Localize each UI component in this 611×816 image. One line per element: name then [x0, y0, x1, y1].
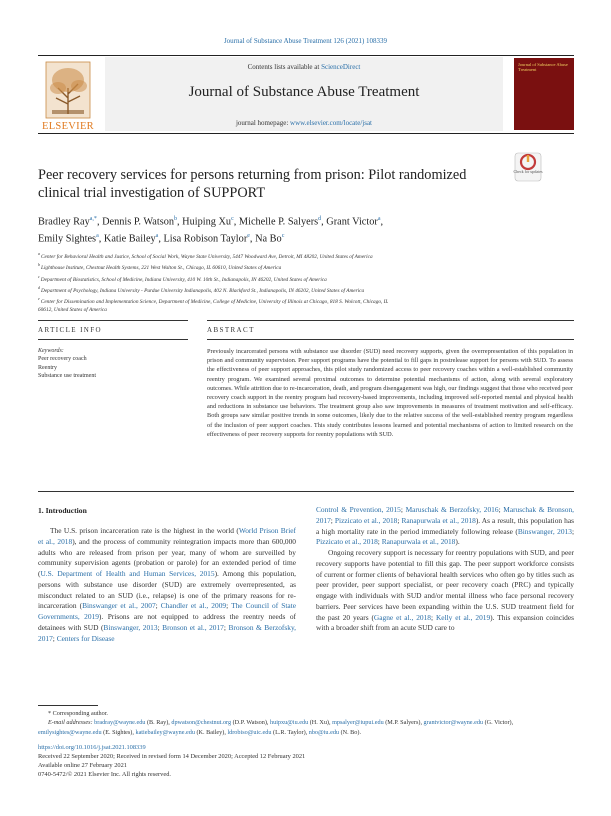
affiliation-text: Center for Behavioral Health and Justice, School of Social Work, Wayne State University, 5447 Woodward Ave, Detroit, MI 48202, United States of America: [41, 253, 373, 260]
email-link[interactable]: huipxu@iu.edu: [270, 719, 309, 727]
article-meta: [38, 743, 574, 779]
keywords-label: Keywords:: [38, 348, 64, 354]
abstract-rule-bottom: [207, 339, 574, 340]
contents-prefix: Contents lists available at: [247, 63, 322, 71]
homepage-line: [105, 119, 503, 127]
article-title: Peer recovery services for persons returning from prison: Pilot randomized clinical trial investigation of SUPPORT: [38, 167, 467, 201]
citation-link[interactable]: Control & Prevention, 2015: [316, 505, 401, 514]
homepage-prefix: journal homepage:: [235, 119, 291, 127]
paragraph-text: ), and the process of community reintegration impacts more than 600,000 adults who are released from prison per year, many of whom are surveilled by community supervision agents (probation or parole) for an extended period of time (: [38, 536, 297, 578]
footnote: [38, 709, 574, 737]
author-separator: ,: [158, 233, 164, 245]
online-date: Available online 27 February 2021: [38, 762, 127, 770]
journal-cover-title: Journal of Substance Abuse Treatment: [518, 62, 568, 72]
sciencedirect-link[interactable]: ScienceDirect: [321, 63, 361, 71]
citation-link[interactable]: Pizzicato et al., 2018: [334, 515, 398, 525]
author-affiliation-mark[interactable]: c: [231, 216, 234, 222]
author-name[interactable]: Na Bo: [255, 233, 282, 245]
paragraph-text: ;: [397, 515, 402, 525]
author-separator: ,: [233, 216, 239, 228]
paragraph-text: ). Prisons are not equipped to address the reentry needs of detainees with SUD (: [38, 612, 297, 632]
intro-paragraph-1: [38, 526, 296, 644]
affiliation-text: Center for Dissemination and Implementation Science, Department of Medicine, College of Medicine, University of Illinois at Chicago, 818 S. Wolcott, Chicago, IL: [40, 298, 389, 305]
author-name[interactable]: Huiping Xu: [182, 216, 232, 228]
email-link[interactable]: emilysightes@wayne.edu: [38, 728, 102, 736]
journal-homepage-link[interactable]: www.elsevier.com/locate/jsat: [290, 119, 372, 127]
author-affiliation-mark[interactable]: a: [96, 233, 99, 240]
journal-reference[interactable]: Journal of Substance Abuse Treatment 126 (2021) 108339: [223, 37, 388, 45]
doi-link[interactable]: https://doi.org/10.1016/j.jsat.2021.108339: [38, 744, 146, 751]
citation-link[interactable]: U.S. Department of Health and Human Services, 2015: [40, 569, 215, 578]
corresponding-author-note: * Corresponding author.: [48, 710, 108, 717]
paragraph-text: Ongoing recovery support is necessary for reentry populations with SUD, and peer recovery supports have potential to fill this gap. The peer support workforce consists of current or former clients of behavioral health services who often go by titles such as peer provider, peer support specialist, or peer recovery coach (PRC) and typically engage with individuals with SUD and/or mental illness who face personal recovery barriers. Peer services have been expanding within the U.S. SUD treatment field for the past 20 years (: [316, 548, 574, 622]
elsevier-wordmark: ELSEVIER: [42, 121, 94, 132]
intro-left-column: [38, 526, 296, 644]
paragraph-text: ).: [455, 537, 460, 547]
author-name[interactable]: Emily Sightes: [38, 233, 97, 245]
author-affiliation-mark[interactable]: b: [174, 216, 178, 222]
affiliation-mark: c: [38, 273, 41, 279]
email-owner: (H. Xu),: [308, 719, 333, 727]
affiliation: [38, 250, 508, 261]
email-owner: (B. Ray),: [145, 719, 172, 727]
affiliation-mark: a: [38, 251, 41, 256]
author-separator: ,: [96, 216, 103, 228]
email-owner: (M.P. Salyers),: [383, 719, 424, 727]
author-name[interactable]: Grant Victor: [326, 216, 378, 228]
intro-paragraph-2: [316, 548, 574, 634]
citation-link[interactable]: Gagne et al., 2018: [373, 612, 432, 622]
affiliation-mark: b: [38, 262, 41, 268]
article-info-rule-top: [38, 320, 188, 321]
author-separator: ,: [321, 216, 327, 228]
article-info-heading: ARTICLE INFO: [38, 326, 103, 334]
affiliation-text: Lighthouse Institute, Chestnut Health Systems, 221 West Walton St., Chicago, IL 60610, United States of America: [41, 265, 282, 272]
author-name[interactable]: Bradley Ray: [38, 216, 90, 228]
paragraph-text: ). This expansion coincides with a broader shift from an acute SUD care to: [316, 612, 575, 633]
keywords-block: [38, 347, 188, 380]
paragraph-text: ;: [498, 505, 504, 514]
email-owner: (K. Bailey),: [194, 728, 228, 736]
email-link[interactable]: dpwatson@chestnut.org: [171, 719, 232, 727]
citation-link[interactable]: Maruschak & Bronson, 2017: [316, 505, 574, 525]
check-for-updates-icon[interactable]: [514, 152, 542, 182]
author-affiliation-mark[interactable]: a: [377, 216, 381, 222]
received-dates: Received 22 September 2020; Received in revised form 14 December 2020; Accepted 12 February 2021: [38, 753, 306, 761]
author-affiliation-mark[interactable]: a: [155, 233, 159, 240]
journal-title: Journal of Substance Abuse Treatment: [188, 84, 420, 100]
paragraph-text: ;: [377, 537, 382, 547]
email-owner: (L.R. Taylor),: [271, 728, 309, 736]
affiliation: [38, 284, 508, 295]
email-link[interactable]: katiebailey@wayne.edu: [135, 728, 195, 736]
citation-link[interactable]: World Prison Brief et al., 2018: [38, 526, 296, 546]
author-affiliation-mark[interactable]: d: [318, 216, 322, 222]
author-separator: ,: [177, 216, 183, 228]
abstract-rule-top: [207, 320, 574, 321]
email-owner: (G. Victor),: [483, 719, 514, 727]
author-name[interactable]: Dennis P. Watson: [102, 216, 175, 228]
email-link[interactable]: mpsalyer@iupui.edu: [332, 719, 384, 727]
author-separator: ,: [98, 233, 104, 245]
affiliation: [38, 295, 508, 306]
citation-link[interactable]: Pizzicato et al., 2018: [316, 537, 378, 547]
email-label: E-mail addresses:: [48, 719, 95, 727]
citation-link[interactable]: Binswanger, 2013: [517, 526, 572, 536]
header-bottom-rule: [38, 133, 574, 134]
article-info-rule-bottom: [38, 339, 188, 340]
citation-link[interactable]: Binswanger, 2013: [103, 622, 158, 632]
affiliation: [38, 306, 508, 315]
citation-link[interactable]: Binswanger et al., 2007: [82, 601, 156, 611]
abstract-end-rule: [38, 491, 574, 492]
email-owner: (D.P. Watson),: [231, 719, 270, 727]
affiliation: [38, 261, 508, 272]
keyword: Reentry: [38, 364, 57, 371]
citation-link[interactable]: Chandler et al., 2009: [160, 601, 227, 611]
paragraph-text: The U.S. prison incarceration rate is the highest in the world (: [50, 526, 239, 535]
citation-link[interactable]: Kelly et al., 2019: [435, 612, 491, 622]
footnote-rule: [38, 705, 98, 706]
keyword: Peer recovery coach: [38, 356, 87, 363]
contents-line: [105, 63, 503, 71]
abstract-text: Previously incarcerated persons with substance use disorder (SUD) need recovery supports, given the overrepresentation of this population in prison and community supervision. Peer support programs have the potential to fill gaps in postrelease support for persons with SUD. To assess the effectiveness of peer support approaches, this pilot study randomized access to peer recovery coaches within a well-established community reentry program. We examined several proximal outcomes to determine potential mechanisms of action, along with several exploratory outcomes. While attrition due to re-incarceration, death, and program disengagement was high, our findings suggest that those who received peer recovery coach support in the reentry program had recovery-based improvements, including improved self-reported mental and physical health and reductions in substance use behaviors. The treatment group also saw improvements in measures of treatment motivation and self-efficacy. Both groups saw similar positive trends in some outcomes, likely due to the relative success of the well-established reentry program regardless of the inclusion of peer support coaches. This study contributes lessons learned and potential mechanisms of action to limited research on the effectiveness of peer recovery supports for reentry populations with SUD.: [207, 348, 573, 438]
affiliation-text: Department of Psychology, Indiana University - Purdue University Indianapolis, 402 N. Blackford St., Indianapolis, IN 46202, United States of America: [41, 287, 365, 294]
section-heading-introduction: 1. Introduction: [38, 506, 87, 515]
email-link[interactable]: ldrobiso@uic.edu: [227, 728, 272, 736]
citation-link[interactable]: Centers for Disease: [56, 633, 115, 643]
citation-link[interactable]: Bronson & Berzofsky, 2017: [38, 622, 297, 643]
copyright: 0740-5472/© 2021 Elsevier Inc. All rights reserved.: [38, 771, 171, 779]
author-affiliation-mark[interactable]: e: [247, 233, 250, 240]
paragraph-text: ;: [571, 526, 575, 536]
email-owner: (N. Bo).: [339, 728, 362, 736]
author-separator: ,: [249, 233, 256, 245]
author-list: [38, 212, 508, 247]
paragraph-text: ;: [431, 612, 436, 622]
citation-link[interactable]: Maruschak & Berzofsky, 2016: [405, 505, 499, 514]
citation-link[interactable]: Ranapurwala et al., 2018: [381, 537, 456, 547]
author-name[interactable]: Lisa Robison Taylor: [163, 233, 248, 245]
affiliation-mark: d: [38, 284, 41, 290]
email-owner: (E. Sightes),: [101, 728, 136, 736]
affiliation-list: [38, 250, 508, 315]
affiliation-text: 60612, United States of America: [38, 307, 107, 314]
email-link[interactable]: grantvictor@wayne.edu: [423, 719, 484, 727]
paragraph-text: ). Among this population, persons with substance use disorder (SUD) are extremely overrepresented, as misconduct related to an SUD (i.e., relapse) is one of the primary reasons for re-incarceration (: [38, 569, 296, 611]
author-separator: ,: [380, 216, 384, 228]
author-affiliation-mark[interactable]: c: [281, 233, 285, 240]
author-affiliation-mark[interactable]: a,*: [89, 216, 97, 222]
affiliation: [38, 273, 508, 284]
email-addresses: [38, 718, 574, 737]
email-link[interactable]: bradray@wayne.edu: [94, 719, 146, 727]
paragraph-text: ;: [223, 622, 229, 632]
intro-right-column: [316, 505, 574, 634]
affiliation-text: Department of Biostatistics, School of Medicine, Indiana University, 410 W. 10th St., Indianapolis, IN 46202, United States of America: [40, 276, 327, 283]
intro-paragraph-1-cont: [316, 505, 574, 548]
paragraph-text: ;: [52, 633, 57, 643]
paragraph-text: ). As a result, this population has a high mortality rate in the period immediately following release (: [316, 515, 575, 536]
paragraph-text: ;: [157, 622, 163, 632]
paragraph-text: ;: [226, 601, 232, 611]
email-link[interactable]: nbo@iu.edu: [308, 728, 340, 736]
paragraph-text: ;: [400, 505, 406, 514]
paragraph-text: ;: [330, 515, 335, 525]
author-name[interactable]: Michelle P. Salyers: [238, 216, 319, 228]
affiliation-mark: e: [38, 296, 41, 302]
citation-link[interactable]: Ranapurwala et al., 2018: [401, 515, 476, 525]
paragraph-text: ;: [155, 601, 161, 611]
citation-link[interactable]: The Council of State Governments, 2019: [38, 601, 296, 621]
abstract-heading: ABSTRACT: [207, 326, 255, 334]
citation-link[interactable]: Bronson et al., 2017: [162, 622, 224, 632]
keyword: Substance use treatment: [38, 372, 96, 379]
author-name[interactable]: Katie Bailey: [103, 233, 156, 245]
check-for-updates-label: Check for updates: [513, 169, 543, 174]
